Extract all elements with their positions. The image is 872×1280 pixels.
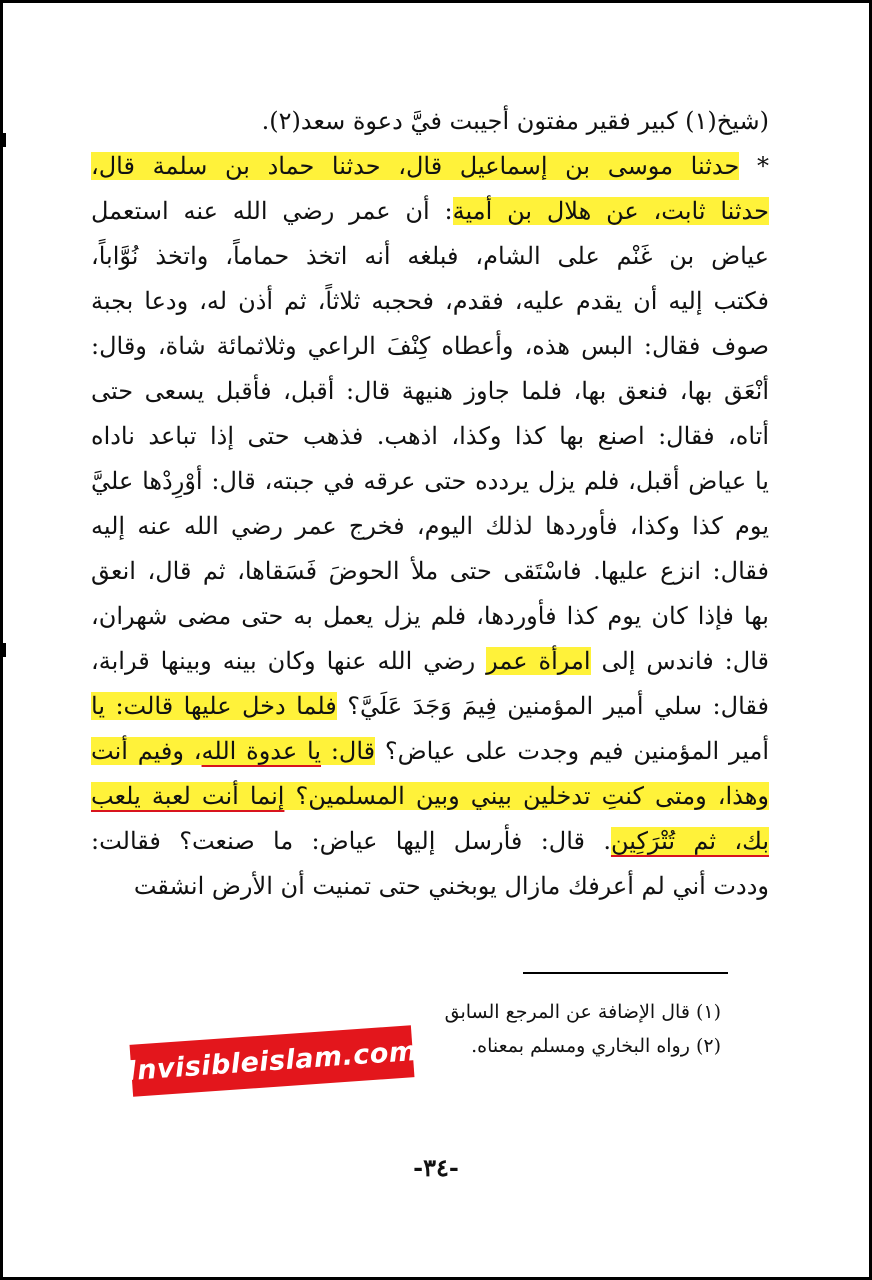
text-line: [91, 279, 769, 324]
highlighted-text: حدثنا موسى بن إسماعيل قال، حدثنا حماد بن سلمة قال،: [91, 152, 740, 180]
text-segment: رضي الله عنها وكان بينه وبينها قرابة،: [91, 647, 487, 675]
text-segment: صوف فقال: البس هذه، وأعطاه كِنْفَ الراعي وثلاثمائة شاة، وقال:: [91, 332, 769, 360]
text-segment: (شيخ: [716, 107, 769, 135]
text-line: [91, 729, 769, 774]
text-segment: فقال: سلي أمير المؤمنين فِيمَ وَجَدَ عَلَيَّ؟: [336, 692, 769, 720]
text-segment: أمير المؤمنين فيم وجدت على عياض؟: [375, 737, 769, 765]
highlighted-text: وهذا، ومتى كنتِ تدخلين بيني وبين المسلمين؟: [284, 782, 769, 810]
text-segment: قال: فاندس إلى: [590, 647, 769, 675]
text-line: [91, 99, 769, 144]
footnote-1: (١) قال الإضافة عن المرجع السابق: [444, 1001, 721, 1023]
highlighted-text: ، وفيم أنت: [91, 737, 202, 765]
text-segment: : أن عمر رضي الله عنه استعمل: [91, 197, 453, 225]
highlighted-text: بك، ثم تُتْرَكِين: [610, 827, 769, 855]
text-line: [91, 684, 769, 729]
highlighted-text: فلما دخل عليها قالت: يا: [91, 692, 337, 720]
text-line: [91, 594, 769, 639]
text-segment: أتاه، فقال: اصنع بها كذا وكذا، اذهب. فذهب حتى إذا تباعد ناداه: [91, 422, 769, 450]
text-segment: . قال: فأرسل إليها عياض: ما صنعت؟ فقالت:: [91, 827, 611, 855]
highlighted-text: يا عدوة الله: [201, 737, 322, 765]
text-line: [91, 504, 769, 549]
page-number: -٣٤-: [413, 1153, 459, 1182]
text-line: [91, 234, 769, 279]
text-line: [91, 549, 769, 594]
margin-mark-top: [3, 133, 6, 147]
text-segment: (١): [685, 107, 717, 135]
text-segment: كبير فقير مفتون أجيبت فيَّ دعوة سعد: [300, 107, 686, 135]
text-line: [91, 414, 769, 459]
highlighted-text: قال:: [321, 737, 376, 765]
margin-mark-middle: [3, 643, 6, 657]
highlighted-text: إنما أنت لعبة يلعب: [91, 782, 285, 810]
highlighted-text: حدثنا ثابت، عن هلال بن أمية: [452, 197, 769, 225]
text-segment: يوم كذا وكذا، فأوردها لذلك اليوم، فخرج عمر رضي الله عنه إليه: [91, 512, 769, 540]
text-segment: فكتب إليه أن يقدم عليه، فقدم، فحجبه ثلاثاً، ثم أذن له، ودعا بجبة: [91, 287, 769, 315]
text-segment: .: [261, 107, 270, 135]
footnote-separator: [523, 972, 728, 974]
text-segment: يا عياض أقبل، فلم يزل يردده حتى عرقه في جبته، قال: أوْرِدْها عليَّ: [91, 467, 769, 495]
highlighted-text: امرأة عمر: [486, 647, 591, 675]
text-segment: بها فإذا كان يوم كذا فأوردها، فلم يزل يعمل به حتى مضى شهران،: [91, 602, 769, 630]
text-segment: وددت أني لم أعرفك مازال يوبخني حتى تمنيت أن الأرض انشقت: [133, 872, 769, 900]
text-line: [91, 639, 769, 684]
main-text-block: [91, 99, 769, 909]
text-line: [91, 459, 769, 504]
text-segment: عياض بن غَنْم على الشام، فبلغه أنه اتخذ حماماً، واتخذ نُوَّاباً،: [91, 242, 769, 270]
watermark-logo: Invisibleislam.com: [130, 1025, 415, 1097]
text-line: [91, 819, 769, 864]
text-line: [91, 324, 769, 369]
text-line: [91, 189, 769, 234]
text-segment: أنْعَق بها، فنعق بها، فلما جاوز هنيهة قال: أقبل، فأقبل يسعى حتى: [91, 377, 769, 405]
text-line: [91, 774, 769, 819]
text-segment: فقال: انزع عليها. فاسْتَقى حتى ملأ الحوضَ فَسَقاها، ثم قال، انعق: [91, 557, 769, 585]
text-segment: *: [739, 152, 769, 180]
text-segment: (٢): [269, 107, 301, 135]
text-line: [91, 864, 769, 909]
text-line: [91, 369, 769, 414]
text-line: [91, 144, 769, 189]
footnote-2: (٢) رواه البخاري ومسلم بمعناه.: [471, 1035, 721, 1057]
